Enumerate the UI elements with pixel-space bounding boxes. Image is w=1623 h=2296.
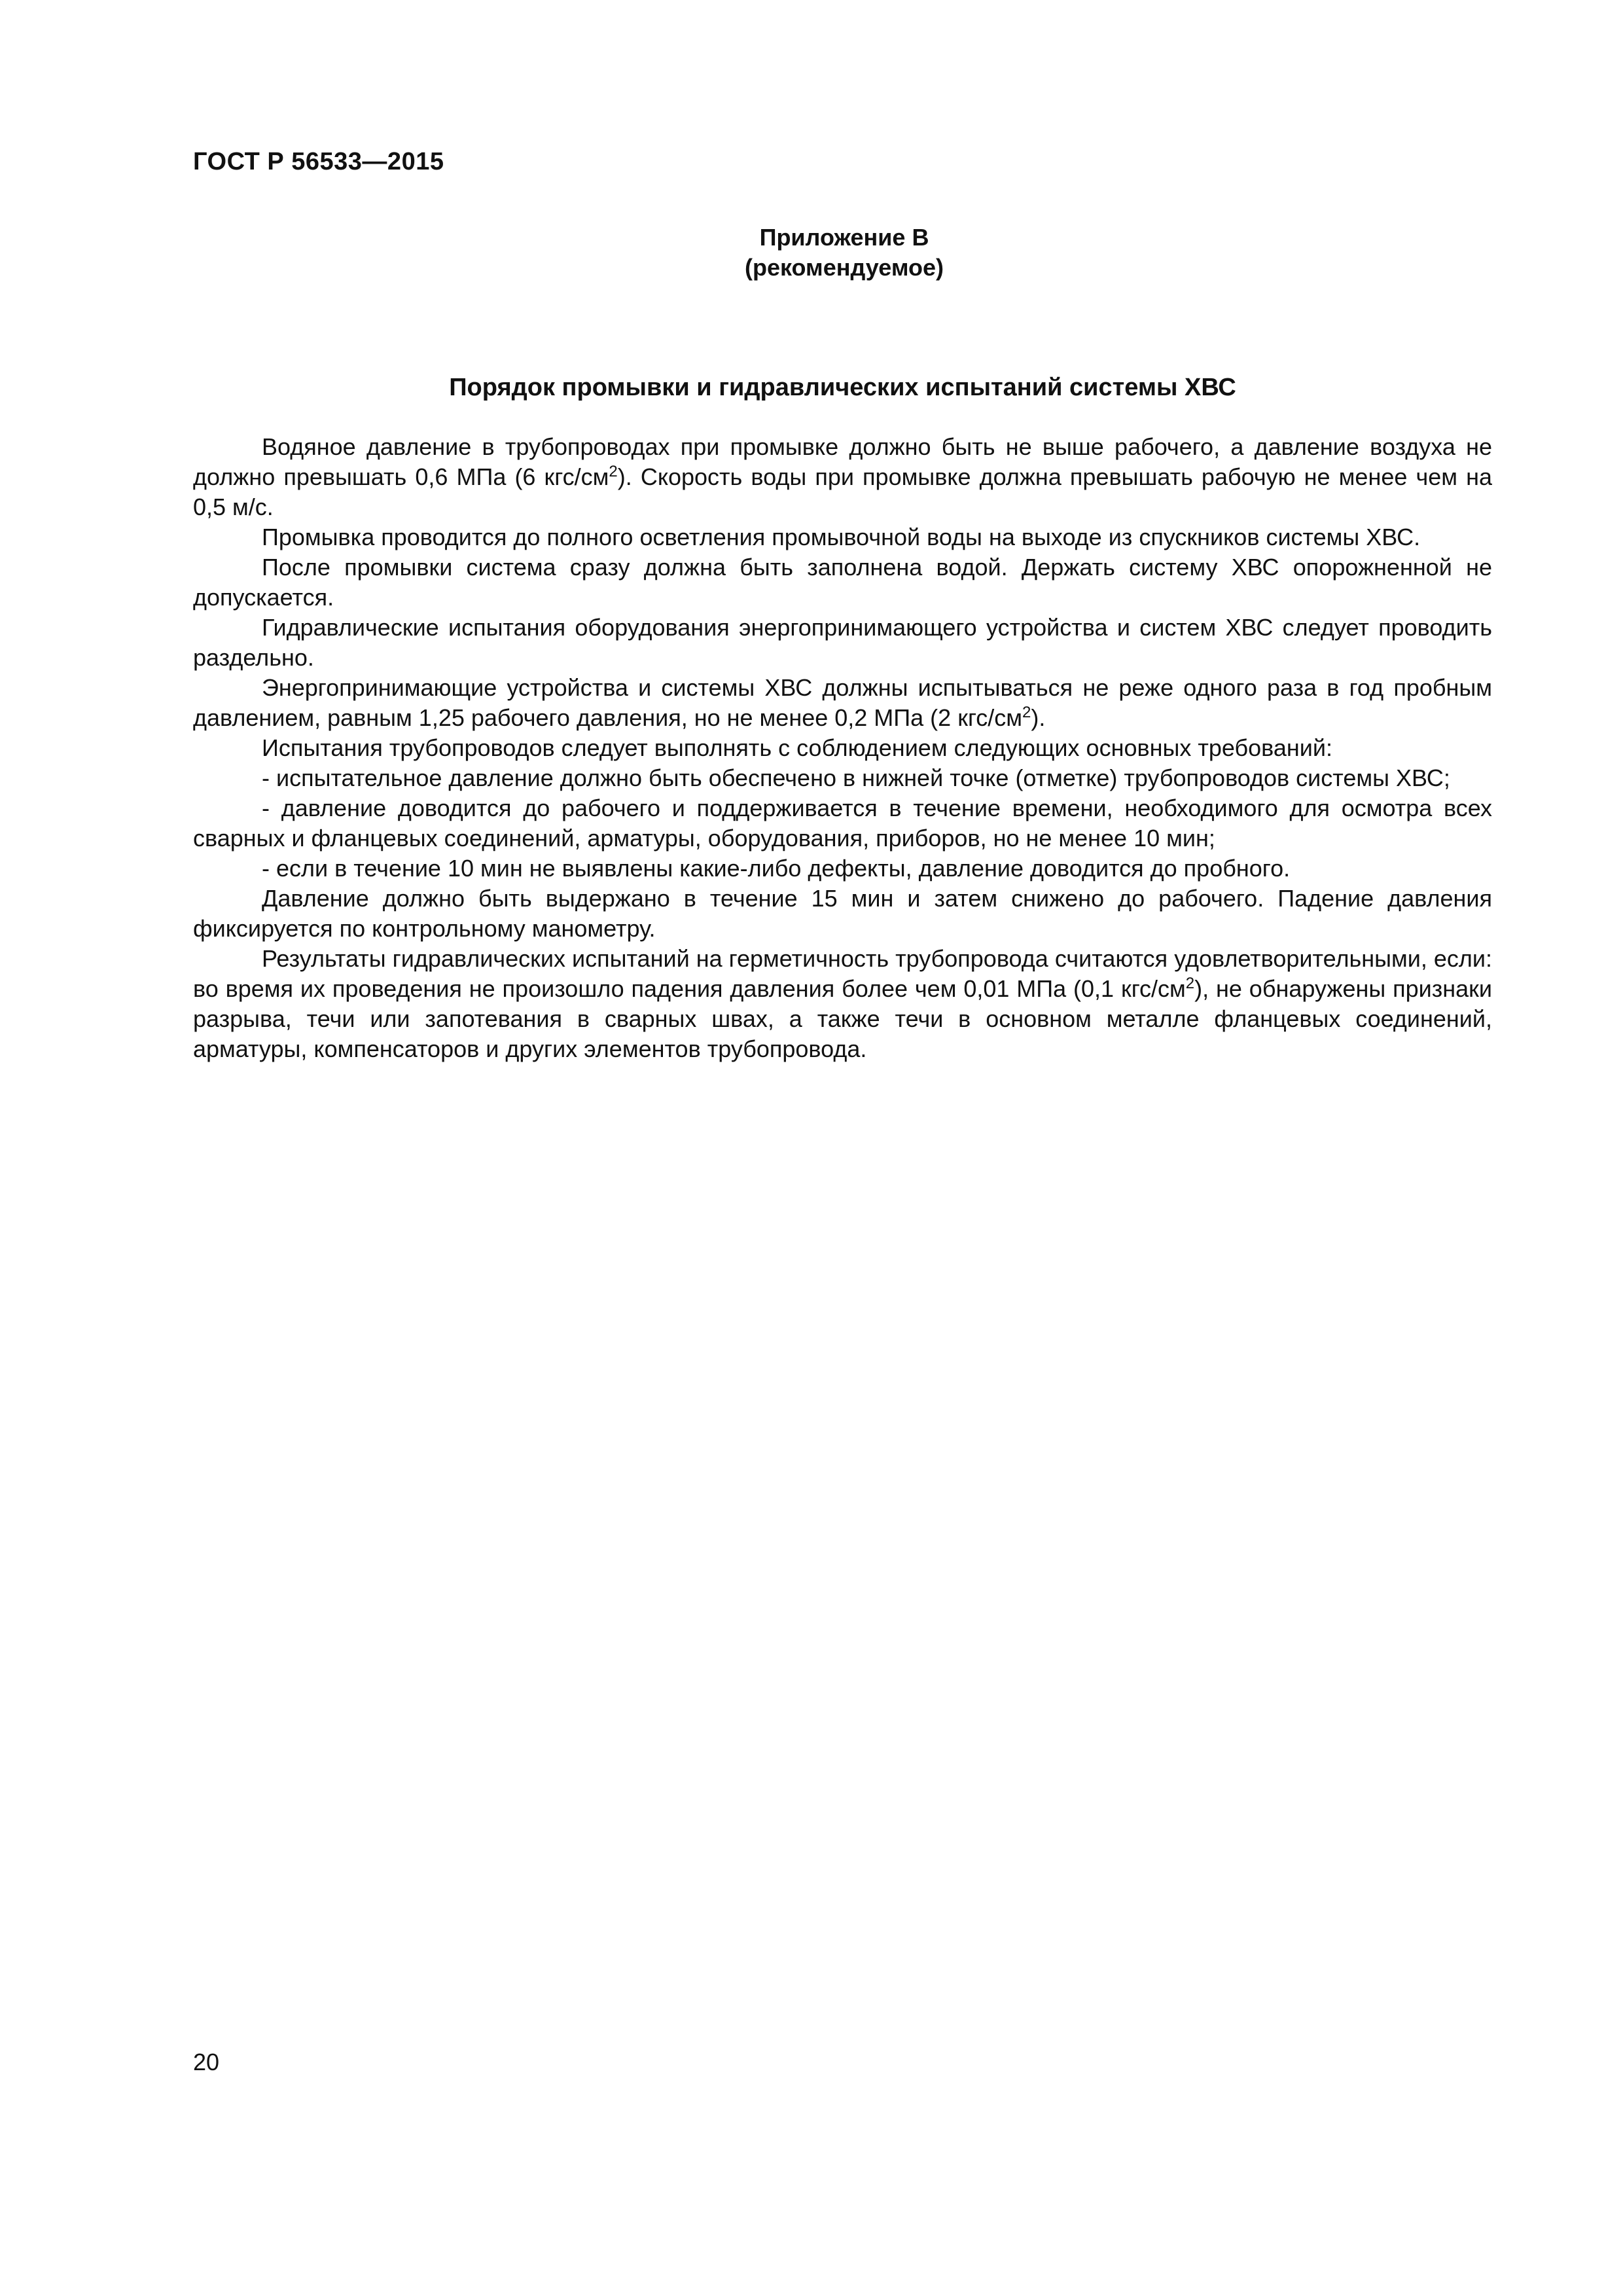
paragraph-pressure-hold: Давление должно быть выдержано в течение 15 мин и затем снижено до рабочего. Падение давления фиксируется по контрольному манометру. <box>193 885 1492 942</box>
paragraph-test-frequency: Энергопринимающие устройства и системы ХВС должны испытываться не реже одного раза в год пробным давлением, равным 1,25 рабочего давления, но не менее 0,2 МПа (2 кгс/$см^2$). <box>193 674 1492 731</box>
appendix-title: Приложение В <box>759 224 929 251</box>
list-item: - если в течение 10 мин не выявлены какие-либо дефекты, давление доводится до пробного. <box>262 855 1291 882</box>
paragraph-flushing-duration: Промывка проводится до полного осветления промывочной воды на выходе из спускников системы ХВС. <box>262 524 1421 550</box>
document-code: ГОСТ Р 56533—2015 <box>193 148 444 175</box>
list-item: - испытательное давление должно быть обеспечено в нижней точке (отметке) трубопроводов системы ХВС; <box>262 764 1450 791</box>
body-text <box>193 432 1492 1064</box>
paragraph-requirements-intro: Испытания трубопроводов следует выполнять с соблюдением следующих основных требований: <box>262 734 1332 761</box>
paragraph-flushing-pressure: Водяное давление в трубопроводах при промывке должно быть не выше рабочего, а давление воздуха не должно превышать 0,6 МПа (6 кгс/$см^2$). Скорость воды при промывке должна превышать рабочую не менее чем на 0,5 м/с. <box>193 433 1492 520</box>
page-number: 20 <box>193 2049 220 2075</box>
paragraph-after-flushing: После промывки система сразу должна быть заполнена водой. Держать систему ХВС опорожненной не допускается. <box>193 554 1492 611</box>
section-title: Порядок промывки и гидравлических испытаний системы ХВС <box>449 374 1236 401</box>
appendix-kind: (рекомендуемое) <box>745 254 944 281</box>
paragraph-test-results: Результаты гидравлических испытаний на герметичность трубопровода считаются удовлетворительными, если: во время их проведения не произошло падения давления более чем 0,01 МПа (0,1 кгс/$см^2$), не обнаружены признаки разрыва, течи или запотевания в сварных швах, а также течи в основном металле фланцевых соединений, арматуры, компенсаторов и других элементов трубопровода. <box>193 945 1493 1062</box>
list-item: - давление доводится до рабочего и поддерживается в течение времени, необходимого для осмотра всех сварных и фланцевых соединений, арматуры, оборудования, приборов, но не менее 10 мин; <box>193 795 1492 852</box>
paragraph-separate-tests: Гидравлические испытания оборудования энергопринимающего устройства и систем ХВС следует проводить раздельно. <box>193 614 1492 671</box>
